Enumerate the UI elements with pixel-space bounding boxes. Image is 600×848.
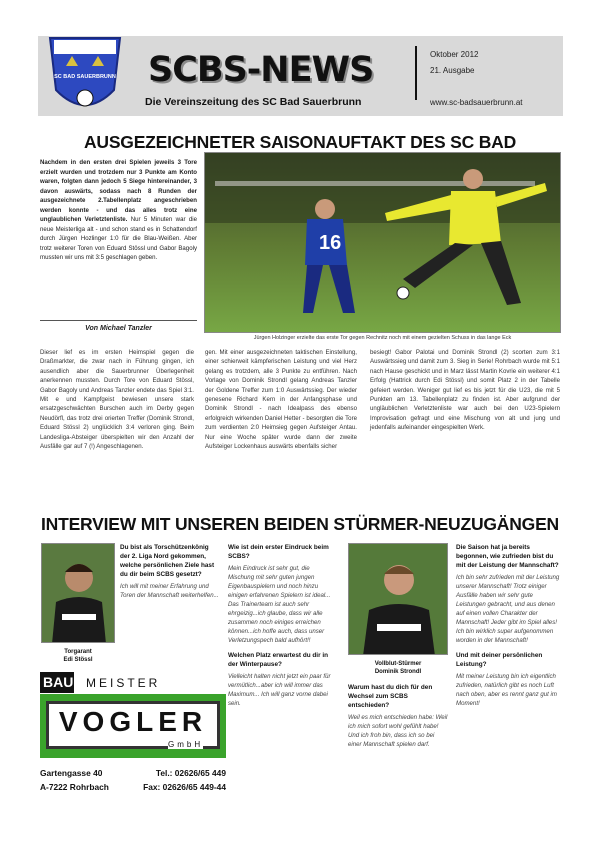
jersey-number: 16 [319,232,342,254]
player2-answer-2: Ich bin sehr zufrieden mit der Leistung unserer Mannschaft! Trotz einiger Ausfälle haben wir sehr gute Leistungen gebracht, und aus denen auf einen vollen Charakter der Mannschaft! Jeder gibt im Spiel alles! Ich bin wirklich super aufgenommen worden in der Mannschaft! [456,574,560,644]
player1-answer-2: Mein Eindruck ist sehr gut, die Mischung mit sehr guten jungen Eigenbauspielern und noch hinzu einigen erfahrenen Spielern ist ideal... Das Trainerteam ist auch sehr ehrgeizig...ich glaube, dass wir alle zusammen noch einiges erreichen können...ich hoffe auch, dass unser Verletzungspech bald aufhört!! [228,565,331,644]
ad-street: Gartengasse 40 [40,768,103,778]
article1-byline: Von Michael Tanzler [40,320,197,332]
article1-column-3: besiegt! Gabor Palotai und Dominik Strondl (2) scorten zum 3:1 Auswärtssieg und damit zum 3. Sieg in Serie! Rohrbach wurde mit 5:1 nach Hause geschickt und in Marz lässt Martin Kovrie ein weiterer 4:1 Erfolg (Hattrick durch Edi Stössl) und somit Platz 2 in der Tabelle gefeiert werden. Weniger gut lief es bis jetzt für die U23, die mit 5 Punkten am 13. Tabellenplatz zu finden ist. Aber aufgrund der ungläublichen Verletztenliste war auch bei den U23-Spielern Improvisation gefragt und eine Mischung von alt und jung und jedenfalls aufeinander eingespielten Werk. [370,349,560,432]
player1-role: Torgarant [64,649,92,655]
match-photo-illustration [205,153,561,333]
article2-headline: INTERVIEW MIT UNSEREN BEIDEN STÜRMER-NEUZUGÄNGEN [40,514,559,534]
player2-portrait [348,543,448,655]
player1-photo-illustration [42,544,115,643]
player2-caption [348,660,448,676]
match-photo [204,152,561,333]
player1-question-3: Welchen Platz erwartest du dir in der Winterpause? [228,652,329,668]
player1-interview-a [120,543,220,600]
ad-brand-bar [40,672,226,694]
logo-text: SC BAD SAUERBRUNN [54,74,116,80]
player1-answer-3: Vielleicht halten nicht jetzt ein paar für vermütlich...aber ich will immer das Maximum... Ich will ganz vorne dabei sein. [228,673,331,707]
player2-question-1: Warum hast du dich für den Wechsel zum SCBS entschieden? [348,684,433,709]
header-divider [415,46,417,100]
player1-interview-b [228,543,332,708]
issue-date: Oktober 2012 [430,50,479,59]
player2-interview-b [456,543,562,708]
player1-question-1: Du bist als Torschützenkönig der 2. Liga Nord gekommen, welche persönlichen Ziele hast du dir beim SCBS gesetzt? [120,544,215,578]
website-link[interactable]: www.sc-badsauerbrunn.at [430,98,523,107]
ad-legal-form: GmbH [168,740,204,749]
article1-lead [40,158,197,263]
ball-icon [397,287,409,299]
ad-brand-meister: MEISTER [86,676,161,690]
ad-fax: Fax: 02626/65 449-44 [143,782,226,792]
newsletter-title: SCBS-NEWS [148,50,374,90]
player2-question-2: Die Saison hat ja bereits begonnen, wie zufrieden bist du mit der Leistung der Mannschaft? [456,544,559,569]
player2-photo-illustration [349,544,448,655]
player1-name: Edi Stössl [63,657,93,663]
player1-caption [41,648,115,664]
ad-telephone: Tel.: 02626/65 449 [155,768,226,778]
article1-headline: AUSGEZEICHNETER SAISONAUFTAKT DES SC BAD [83,132,517,152]
player2-answer-1: Weil es mich entschieden habe: Weil ich mich sofort wohl gefühlt habe! Und ich froh bin, dass ich so bei einer Mannschaft spielen darf. [348,714,448,748]
player1-answer-1: Ich will mit meiner Erfahrung und Toren der Mannschaft weiterhelfen... [120,583,219,599]
ad-city: A-7222 Rohrbach [40,782,109,792]
player2-name: Dominik Strondl [374,669,422,675]
player1-portrait [41,543,115,643]
article1-lead-bold: Nachdem in den ersten drei Spielen jeweils 3 Tore erzielt wurden und trotzdem nur 3 Punkte am Konto waren, folgten dann jedoch 5 Siege hintereinander, 3 davon auswärts, sodass nach 8 Runden der ausgezeichnete 2.Tabellenplatz angeschrieben werden konnte - und das alles trotz eine unglaublichen Verletztenliste. [40,159,197,223]
newsletter-subtitle: Die Vereinszeitung des SC Bad Sauerbrunn [145,96,362,108]
article1-column-2: gen. Mit einer ausgezeichneten taktischen Einstellung, einer schierweit kämpferischen Leistung und viel Herz gelang es trotzdem, alle 3 Punkte zu entführen. Nach Vorlage von Dominik Strondl gelang Andreas Tanzler der Goldene Treffer zum 1:0 Auswärtssieg. Der wieder genesene Richard Kern in der Anfangsphase und Dominik Strondl - nach Idealpass des ebenso erfolgreich wirkenden Daniel Hetter - besorgten die Tore zum verdienten 2:0 Heimsieg gegen Aufsteiger Antau. Nur eine Woche später wurde dann der zweite Aufsteiger Lockenhaus auswärts ebenfalls sicher [205,349,357,451]
advertisement-vogler[interactable] [40,672,226,798]
player1-question-2: Wie ist dein erster Eindruck beim SCBS? [228,544,329,560]
match-photo-caption: Jürgen Holzinger erzielte das erste Tor gegen Rechnitz noch mit einem gezielten Schuss in das lange Eck [253,335,512,341]
issue-number: 21. Ausgabe [430,66,475,75]
player2-interview-a [348,683,448,749]
article1-lead-rest: Nur 5 Minuten war die neue Meisterliga alt - und schon stand es in Schattendorf durch Jürgen Hozlinger 1:0 für die Blau-Weißen. Aber trotz weiterer Toren von Eduard Stössl und Gabor Bagoly mussten wir uns mit 3:5 geschlagen geben. [40,216,197,261]
player2-role: Vollblut-Stürmer [374,661,422,667]
ad-company-name: VOGLER [58,706,208,737]
player2-answer-3: Mit meiner Leistung bin ich eigentlich zufrieden, natürlich gibt es noch Luft nach oben, aber es rennt ganz gut im Moment! [456,673,557,707]
ad-brand-bau: BAU [40,672,74,693]
article1-column-1: Dieser lief es im ersten Heimspiel gegen die Draßmarkter, die zwar nach in Führung gingen, ich ausendlich aber die Sauerbrunner Überlegenheit anerkennen mussten. Durch Tore von Eduard Stössl, Gabor Bagoly und Andreas Tanzler endete das Spiel 3:1. Mit e und Kampfgeist bewiesen unsere stark ersatzgeschwächten Burschen auch im Derby gegen Neudörfl, das trotz drei orierten Treffer (Dominik Strondl, Eduard Stössl 2) unglücklich 3:4 verloren ging. Beim Landesliga-Absteiger überspielten wir den Anzahl der Ausfälle gar auf 7 (!) Angeschlagenen. [40,349,194,451]
player2-question-3: Und mit deiner persönlichen Leistung? [456,652,543,668]
